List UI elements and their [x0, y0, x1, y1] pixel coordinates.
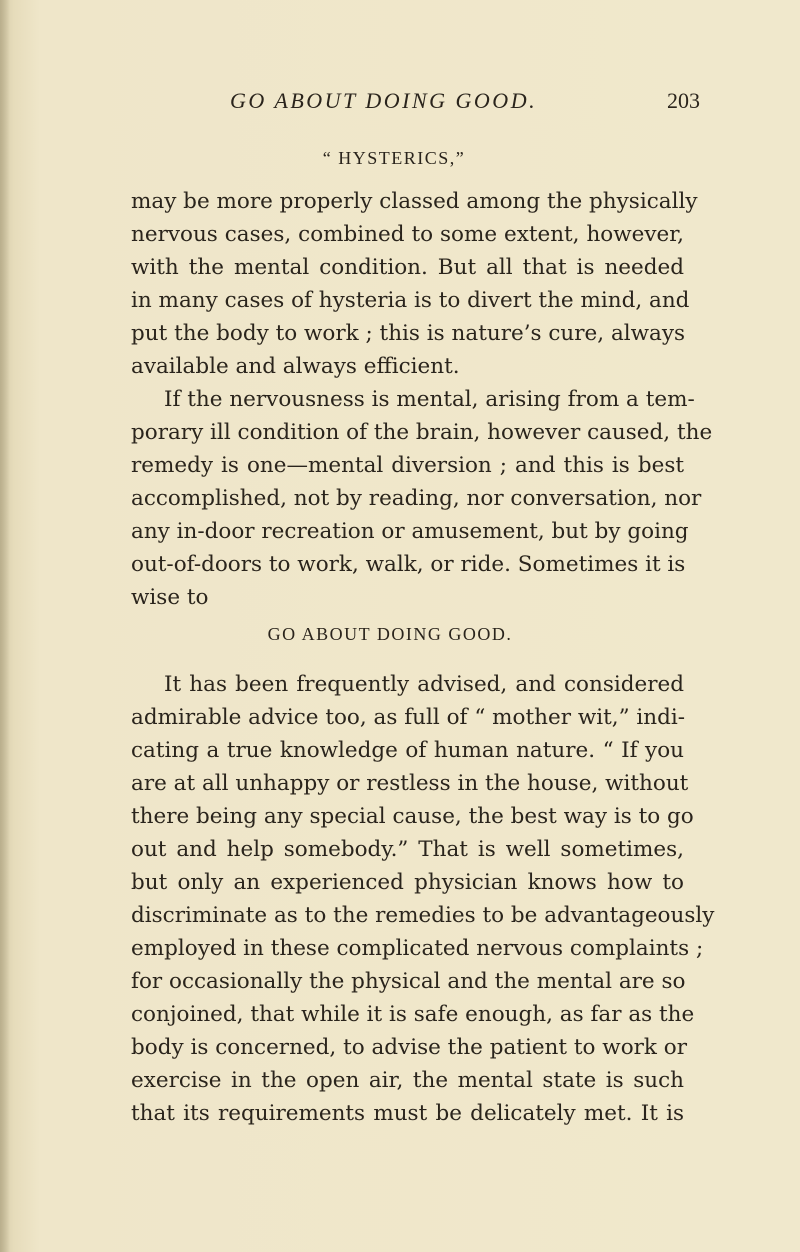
running-title: GO ABOUT DOING GOOD. — [230, 88, 538, 113]
text-line: out and help somebody.” That is well sometimes, — [131, 837, 684, 862]
text-line: out-of-doors to work, walk, or ride. Sometimes it is — [131, 552, 686, 577]
paragraph-3 — [131, 668, 715, 1130]
section-heading-hysterics-text: “ HYSTERICS,” — [322, 148, 466, 168]
text-line: admirable advice too, as full of “ mother wit,” indi- — [131, 705, 686, 730]
text-line: cating a true knowledge of human nature. “ If you — [131, 738, 684, 763]
text-line: any in-door recreation or amusement, but by going — [131, 519, 689, 544]
text-line: discriminate as to the remedies to be advantageously — [131, 903, 715, 928]
text-line: porary ill condition of the brain, however caused, the — [131, 420, 713, 445]
text-line: conjoined, that while it is safe enough, as far as the — [131, 1002, 695, 1027]
paragraph-2 — [131, 383, 713, 614]
text-line: put the body to work ; this is nature’s cure, always — [131, 321, 686, 346]
section-heading-go-about: GO ABOUT DOING GOOD. — [267, 624, 513, 644]
text-line: employed in these complicated nervous complaints ; — [131, 936, 704, 961]
paragraph-1 — [131, 185, 698, 383]
text-line: available and always efficient. — [131, 354, 460, 379]
text-line: nervous cases, combined to some extent, however, — [131, 222, 684, 247]
text-line: for occasionally the physical and the mental are so — [131, 969, 686, 994]
text-line: with the mental condition. But all that is needed — [131, 255, 684, 280]
text-line: accomplished, not by reading, nor conversation, nor — [131, 486, 702, 511]
text-line: that its requirements must be delicately met. It is — [131, 1101, 684, 1126]
text-line: wise to — [131, 585, 209, 610]
text-line: may be more properly classed among the physically — [131, 189, 698, 214]
running-head — [230, 88, 700, 118]
text-line: there being any special cause, the best way is to go — [131, 804, 694, 829]
text-line: It has been frequently advised, and considered — [164, 672, 684, 697]
text-line: exercise in the open air, the mental state is such — [131, 1068, 684, 1093]
text-line: If the nervousness is mental, arising from a tem- — [164, 387, 695, 412]
text-line: are at all unhappy or restless in the house, without — [131, 771, 689, 796]
text-line: in many cases of hysteria is to divert the mind, and — [131, 288, 690, 313]
section-heading-hysterics — [0, 148, 800, 169]
text-line: remedy is one—mental diversion ; and this is best — [131, 453, 684, 478]
text-line: body is concerned, to advise the patient to work or — [131, 1035, 687, 1060]
text-block-lower — [131, 668, 715, 1130]
text-block-upper — [131, 185, 713, 614]
page-number: 203 — [667, 88, 700, 113]
text-line: but only an experienced physician knows how to — [131, 870, 684, 895]
